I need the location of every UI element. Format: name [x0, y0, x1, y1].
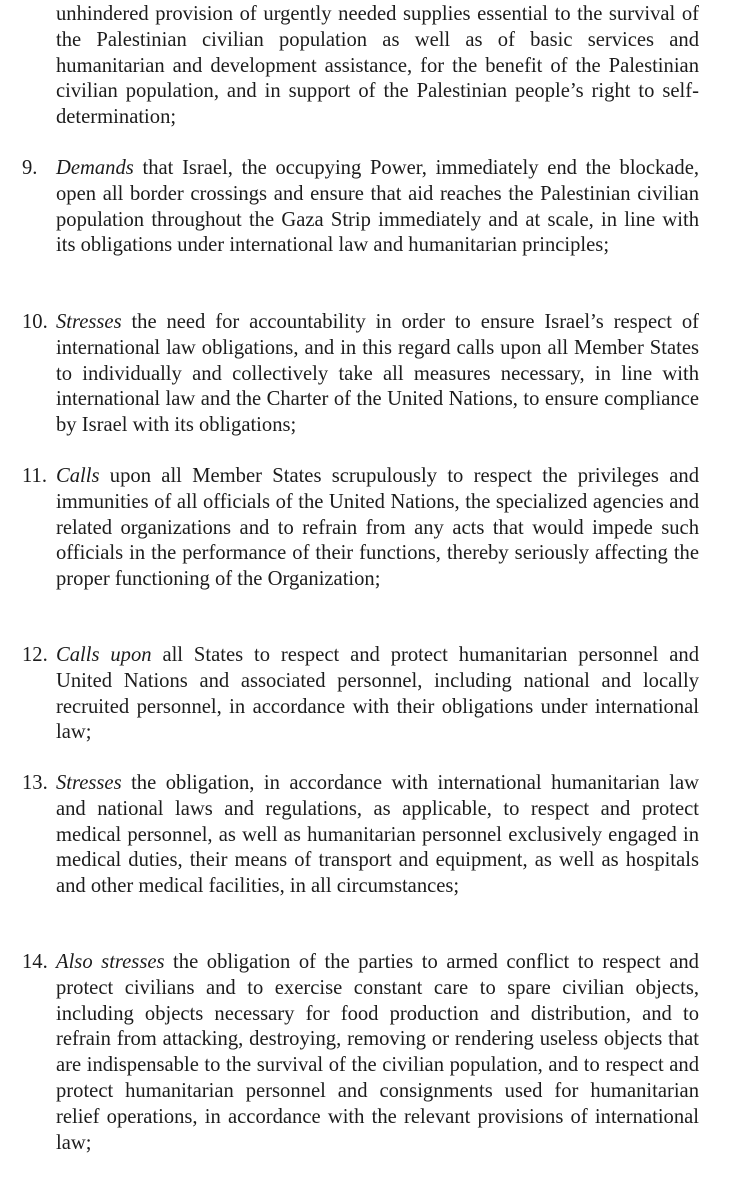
paragraph-number: 13.: [22, 772, 48, 794]
paragraph-lead: Stresses: [56, 311, 122, 333]
paragraph-text: the obligation, in accordance with international humanitarian law and national laws and regulations, as applicable, to respect and protect medical personnel, as well as humanitarian personnel exclusively engaged in medical duties, their means of transport and equipment, as well as hospitals and other medical facilities, in all circumstances;: [56, 772, 699, 898]
paragraph-body: [56, 950, 699, 1156]
paragraph-body: [56, 771, 699, 900]
paragraph-10: [22, 310, 699, 439]
paragraph-lead: Also stresses: [56, 951, 165, 973]
paragraph-lead: Calls upon: [56, 644, 152, 666]
paragraph-body: [56, 643, 699, 746]
paragraph-13: [22, 771, 699, 900]
paragraph-number: 9.: [22, 157, 38, 179]
paragraph-14: [22, 950, 699, 1156]
paragraph-text: that Israel, the occupying Power, immediately end the blockade, open all border crossings and ensure that aid reaches the Palestinian civilian population throughout the Gaza Strip immediately and at scale, in line with its obligations under international law and humanitarian principles;: [56, 157, 699, 257]
paragraph-number: 10.: [22, 311, 48, 333]
paragraph-body: [56, 156, 699, 259]
paragraph-number: 12.: [22, 644, 48, 666]
paragraph-12: [22, 643, 699, 746]
continuation-paragraph: [56, 2, 699, 131]
paragraph-number: 14.: [22, 951, 48, 973]
paragraph-text: upon all Member States scrupulously to respect the privileges and immunities of all officials of the United Nations, the specialized agencies and related organizations and to refrain from any acts that would impede such officials in the performance of their functions, thereby seriously affecting the proper functioning of the Organization;: [56, 465, 699, 591]
paragraph-text: the obligation of the parties to armed conflict to respect and protect civilians and to exercise constant care to spare civilian objects, including objects necessary for food production and distribution, and to refrain from attacking, destroying, removing or rendering useless objects that are indispensable to the survival of the civilian population, and to respect and protect humanitarian personnel and consignments used for humanitarian relief operations, in accordance with the relevant provisions of international law;: [56, 951, 699, 1154]
paragraph-lead: Stresses: [56, 772, 122, 794]
paragraph-text: the need for accountability in order to ensure Israel’s respect of international law obligations, and in this regard calls upon all Member States to individually and collectively take all measures necessary, in line with international law and the Charter of the United Nations, to ensure compliance by Israel with its obligations;: [56, 311, 699, 437]
paragraph-body: [56, 310, 699, 439]
paragraph-body: [56, 464, 699, 593]
paragraph-lead: Calls: [56, 465, 100, 487]
continuation-text: unhindered provision of urgently needed supplies essential to the survival of the Palestinian civilian population as well as of basic services and humanitarian and development assistance, for the benefit of the Palestinian civilian population, and in support of the Palestinian people’s right to self-determination;: [56, 3, 699, 129]
paragraph-number: 11.: [22, 465, 47, 487]
paragraph-9: [22, 156, 699, 259]
paragraph-11: [22, 464, 699, 593]
paragraph-lead: Demands: [56, 157, 134, 179]
paragraph-text: all States to respect and protect humanitarian personnel and United Nations and associated personnel, including national and locally recruited personnel, in accordance with their obligations under international law;: [56, 644, 699, 744]
